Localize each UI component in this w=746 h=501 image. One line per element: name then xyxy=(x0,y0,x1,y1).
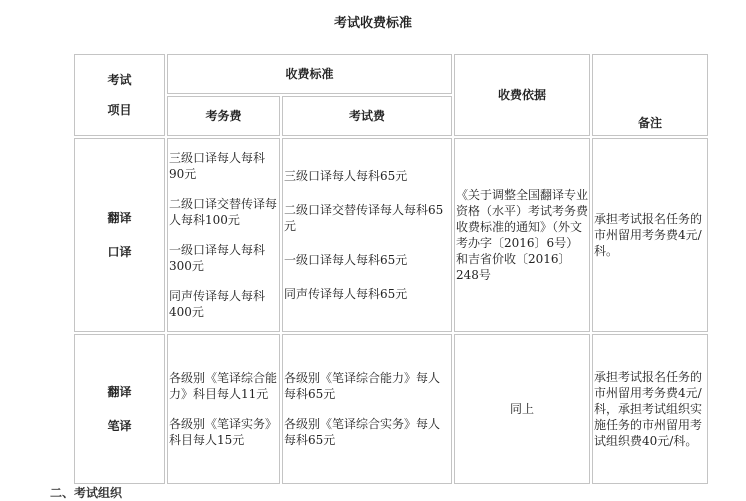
service-fee-text: 二级口译交替传译每人每科100元 xyxy=(169,197,278,227)
item-cell xyxy=(74,334,165,484)
item-cell xyxy=(74,138,165,332)
service-fee-text: 各级别《笔译综合能力》科目每人11元 xyxy=(169,371,278,401)
header-item-line1: 考试 xyxy=(107,73,132,87)
remark-cell: 承担考试报名任务的市州留用考务费4元/科，承担考试组织实施任务的市州留用考试组织费40元/科。 xyxy=(592,334,708,484)
service-fee-cell xyxy=(167,334,280,484)
exam-fee-cell xyxy=(282,138,452,332)
basis-cell: 同上 xyxy=(454,334,590,484)
service-fee-text: 各级别《笔译实务》科目每人15元 xyxy=(169,417,278,447)
header-remarks: 备注 xyxy=(592,54,708,136)
exam-fee-text: 各级别《笔译综合实务》每人每科65元 xyxy=(284,417,441,447)
exam-fee-text: 同声传译每人每科65元 xyxy=(284,287,408,301)
header-item xyxy=(74,54,165,136)
table-header-row xyxy=(74,54,708,94)
basis-cell: 《关于调整全国翻译专业资格（水平）考试考务费收费标准的通知》（外文考办字〔2016〕6号）和吉省价收〔2016〕248号 xyxy=(454,138,590,332)
service-fee-cell xyxy=(167,138,280,332)
section-heading-partial: 二、考试组织 xyxy=(50,486,123,500)
service-fee-text: 三级口译每人每科90元 xyxy=(169,151,266,181)
header-exam-fee: 考试费 xyxy=(282,96,452,136)
header-fee-standard: 收费标准 xyxy=(167,54,452,94)
page-title: 考试收费标准 xyxy=(333,16,412,31)
item-line2: 笔译 xyxy=(107,419,132,433)
table-row xyxy=(74,138,708,332)
header-basis: 收费依据 xyxy=(454,54,590,136)
service-fee-text: 一级口译每人每科300元 xyxy=(169,243,266,273)
exam-fee-text: 各级别《笔译综合能力》每人每科65元 xyxy=(284,371,441,401)
fee-standard-table xyxy=(72,52,710,486)
exam-fee-text: 二级口译交替传译每人每科65元 xyxy=(284,203,444,233)
table-row xyxy=(74,334,708,484)
item-line1: 翻译 xyxy=(107,211,132,225)
item-line1: 翻译 xyxy=(107,385,132,399)
header-item-line2: 项目 xyxy=(107,103,132,117)
remark-cell: 承担考试报名任务的市州留用考务费4元/科。 xyxy=(592,138,708,332)
exam-fee-cell xyxy=(282,334,452,484)
header-exam-service-fee: 考务费 xyxy=(167,96,280,136)
service-fee-text: 同声传译每人每科400元 xyxy=(169,289,266,319)
exam-fee-text: 一级口译每人每科65元 xyxy=(284,253,408,267)
exam-fee-text: 三级口译每人每科65元 xyxy=(284,169,408,183)
item-line2: 口译 xyxy=(107,245,132,259)
